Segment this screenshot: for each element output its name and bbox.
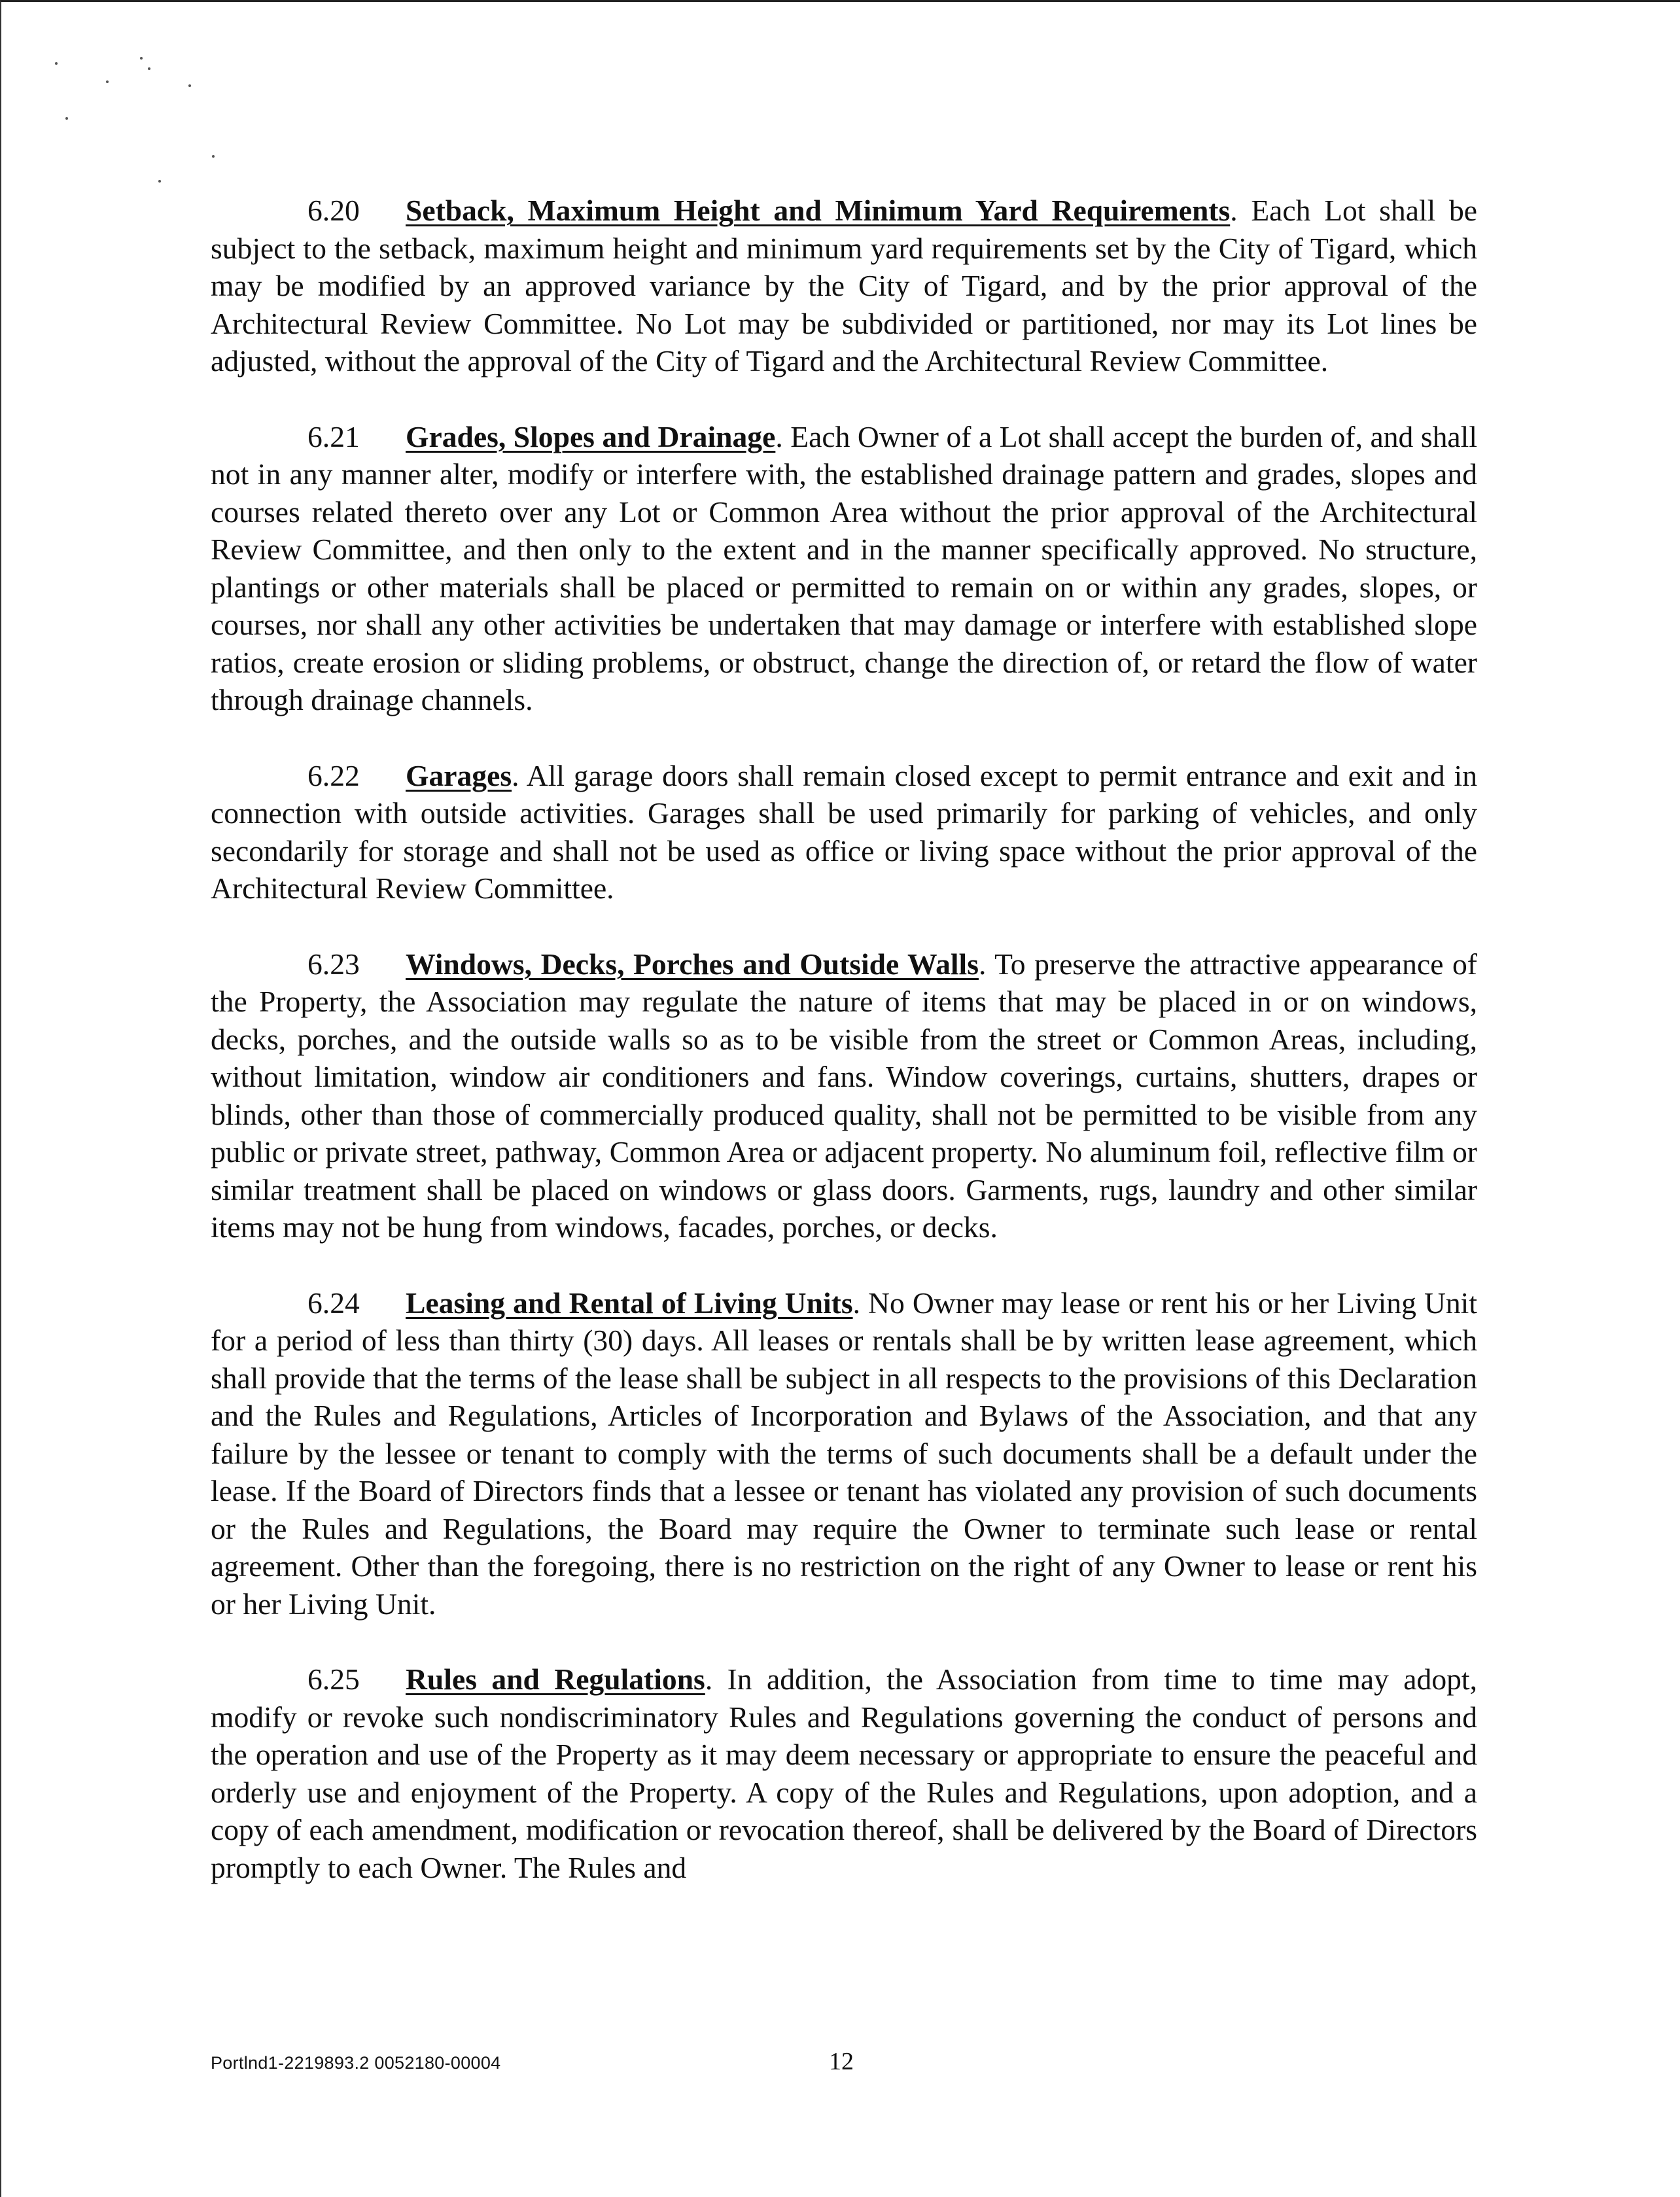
section-6-25	[211, 1661, 1477, 1886]
scan-speck	[140, 57, 143, 60]
section-title: Rules and Regulations	[406, 1662, 705, 1696]
section-body: . All garage doors shall remain closed except to permit entrance and exit and in connection with outside activities. Garages shall be used primarily for parking of vehicles, and only secondarily for storage and shall not be used as office or living space without the prior approval of the Architectural Review Committee.	[211, 758, 1477, 905]
section-body: . To preserve the attractive appearance of the Property, the Association may regulate the nature of items that may be placed in or on windows, decks, porches, and the outside walls so as to be visible from the street or Common Areas, including, without limitation, window air conditioners and fans. Window coverings, curtains, shutters, drapes or blinds, other than those of commercially produced quality, shall not be permitted to be visible from any public or private street, pathway, Common Area or adjacent property. No aluminum foil, reflective film or similar treatment shall be placed on windows or glass doors. Garments, rugs, laundry and other similar items may not be hung from windows, facades, porches, or decks.	[211, 947, 1477, 1244]
scan-speck	[65, 117, 68, 120]
section-6-21	[211, 418, 1477, 719]
section-6-24	[211, 1284, 1477, 1623]
scan-speck	[158, 180, 161, 183]
section-body: . Each Lot shall be subject to the setback, maximum height and minimum yard requirements set by the City of Tigard, which may be modified by an approved variance by the City of Tigard, and by the prior approval of the Architectural Review Committee. No Lot may be subdivided or partitioned, nor may its Lot lines be adjusted, without the approval of the City of Tigard and the Architectural Review Committee.	[211, 194, 1477, 378]
scan-speck	[188, 84, 191, 87]
section-title: Setback, Maximum Height and Minimum Yard Requirements	[406, 194, 1231, 227]
page-number: 12	[829, 2048, 854, 2075]
section-title: Leasing and Rental of Living Units	[406, 1286, 853, 1320]
section-number: 6.20	[307, 194, 360, 227]
section-number: 6.21	[307, 419, 360, 453]
section-6-23	[211, 945, 1477, 1246]
section-number: 6.24	[307, 1286, 360, 1320]
scan-speck	[106, 80, 109, 83]
section-6-22	[211, 757, 1477, 907]
section-body: . Each Owner of a Lot shall accept the burden of, and shall not in any manner alter, modify or interfere with, the established drainage pattern and grades, slopes and courses related thereto over any Lot or Common Area without the prior approval of the Architectural Review Committee, and then only to the extent and in the manner specifically approved. No structure, plantings or other materials shall be placed or permitted to remain on or within any grades, slopes, or courses, nor shall any other activities be undertaken that may damage or interfere with established slope ratios, create erosion or sliding problems, or obstruct, change the direction of, or retard the flow of water through drainage channels.	[211, 419, 1477, 716]
section-6-20	[211, 192, 1477, 380]
section-title: Grades, Slopes and Drainage	[406, 419, 776, 453]
section-number: 6.25	[307, 1662, 360, 1696]
section-title: Garages	[406, 758, 512, 792]
document-body	[211, 192, 1477, 1924]
section-body: . No Owner may lease or rent his or her Living Unit for a period of less than thirty (30) days. All leases or rentals shall be by written lease agreement, which shall provide that the terms of the lease shall be subject in all respects to the provisions of this Declaration and the Rules and Regulations, Articles of Incorporation and Bylaws of the Association, and that any failure by the lessee or tenant to comply with the terms of such documents shall be a default under the lease. If the Board of Directors finds that a lessee or tenant has violated any provision of such documents or the Rules and Regulations, the Board may require the Owner to terminate such lease or rental agreement. Other than the foregoing, there is no restriction on the right of any Owner to lease or rent his or her Living Unit.	[211, 1286, 1477, 1621]
section-number: 6.23	[307, 947, 360, 981]
scan-speck	[55, 62, 58, 65]
footer-document-reference: Portlnd1-2219893.2 0052180-00004	[211, 2053, 501, 2073]
scan-speck	[148, 67, 150, 70]
section-body: . In addition, the Association from time to time may adopt, modify or revoke such nondiscriminatory Rules and Regulations governing the conduct of persons and the operation and use of the Property as it may deem necessary or appropriate to ensure the peaceful and orderly use and enjoyment of the Property. A copy of the Rules and Regulations, upon adoption, and a copy of each amendment, modification or revocation thereof, shall be delivered by the Board of Directors promptly to each Owner. The Rules and	[211, 1662, 1477, 1884]
section-number: 6.22	[307, 758, 360, 792]
scan-speck	[212, 155, 215, 158]
section-title: Windows, Decks, Porches and Outside Walls	[406, 947, 979, 981]
